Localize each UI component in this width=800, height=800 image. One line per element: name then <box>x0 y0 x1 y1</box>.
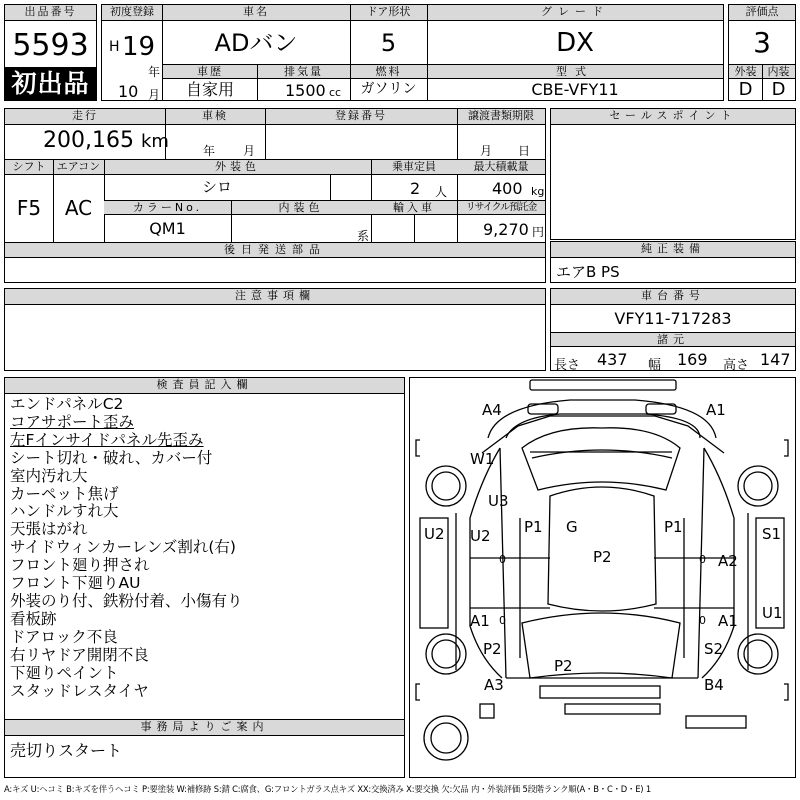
mileage-unit: km <box>141 131 169 152</box>
score-value: 3 <box>753 26 771 59</box>
registration-era: H <box>109 39 120 55</box>
mark-b4: B4 <box>704 676 724 694</box>
color-no-label: カラーNo. <box>104 201 231 215</box>
first-listing-badge: 初出品 <box>5 67 96 100</box>
office-box <box>4 719 405 778</box>
displacement-value: 1500 <box>285 81 326 100</box>
grade-value: DX <box>556 28 594 58</box>
inspector-note-line: シート切れ・破れ、カバー付 <box>10 448 213 467</box>
mark-a2: A2 <box>718 552 738 570</box>
mark-p2-bottom: P2 <box>554 657 573 675</box>
width-value: 169 <box>677 350 708 369</box>
import-label: 輸入車 <box>371 201 457 215</box>
equipment-box <box>550 241 796 283</box>
shift-label: シフト <box>5 160 53 175</box>
recycle-value: 9,270 <box>483 220 529 239</box>
car-damage-diagram <box>410 378 795 777</box>
mark-a1-right: A1 <box>718 612 738 630</box>
displacement-unit: cc <box>329 86 342 99</box>
damage-marks <box>424 401 783 694</box>
later-parts-label: 後日発送部品 <box>5 243 545 258</box>
lot-label: 出品番号 <box>5 5 96 21</box>
mark-u2-outer: U2 <box>424 525 445 543</box>
exterior-score: D <box>738 79 753 100</box>
inspector-note-line: スタッドレスタイヤ <box>10 681 149 700</box>
recycle-label: リサイクル預託金 <box>457 201 545 215</box>
inspector-note-line: エンドパネルC2 <box>10 395 124 413</box>
interior-color-label: 内装色 <box>231 201 371 215</box>
plate-label: 登録番号 <box>265 109 457 125</box>
vehicle-detail-box <box>4 108 546 283</box>
exterior-score-label: 外装 <box>729 65 762 79</box>
registration-month: 10 <box>118 82 139 101</box>
damage-diagram-box <box>409 377 796 778</box>
cautions-box <box>4 288 546 371</box>
interior-score-label: 内装 <box>762 65 795 79</box>
grade-label: グレード <box>427 5 723 21</box>
max-load-unit: kg <box>531 185 545 198</box>
spec-box <box>101 4 724 101</box>
inspection-year-unit: 年 <box>203 144 216 158</box>
aircon-value: AC <box>64 196 93 220</box>
inspector-label: 検査員記入欄 <box>5 378 404 394</box>
interior-color-unit: 系 <box>357 229 370 243</box>
door-value: 5 <box>380 29 397 57</box>
inspection-label: 車検 <box>165 109 265 125</box>
inspector-note-line: フロント下廻りAU <box>10 574 141 593</box>
inspector-note-line: 下廻りペイント <box>10 663 119 682</box>
lot-number: 5593 <box>12 28 89 63</box>
exterior-color-value: シロ <box>201 178 232 196</box>
mileage-label: 走行 <box>5 109 165 125</box>
inspector-box <box>4 377 405 720</box>
capacity-label: 乗車定員 <box>371 160 457 175</box>
transfer-day-unit: 日 <box>518 144 531 158</box>
displacement-label: 排気量 <box>257 65 350 79</box>
registration-label: 初度登録 <box>102 5 162 21</box>
shift-value: F5 <box>16 196 42 220</box>
interior-score: D <box>771 79 786 100</box>
door-label: ドア形状 <box>350 5 427 21</box>
mark-a4: A4 <box>482 401 502 419</box>
legend: A:キズ U:ヘコミ B:キズを伴うヘコミ P:要塗装 W:補修跡 S:錆 C:腐食、G:フロントガラス点キズ XX:交換済み X:要交換 欠:欠品 内・外装評価 5段階ランク順(A・B・C・D・E) 1 <box>4 784 651 794</box>
model-label: 型式 <box>427 65 723 79</box>
capacity-unit: 人 <box>435 185 448 199</box>
inspector-note-line: 室内汚れ大 <box>10 466 88 485</box>
zero-mark-1: 0 <box>499 553 506 566</box>
inspector-note-line: 外装のり付、鉄粉付着、小傷有り <box>10 591 243 610</box>
transfer-docs-label: 譲渡書類期限 <box>457 109 545 125</box>
equipment-label: 純正装備 <box>551 242 795 258</box>
history-label: 車歴 <box>163 65 257 79</box>
cautions-label: 注意事項欄 <box>5 289 545 305</box>
equipment-value: エアB PS <box>556 263 620 281</box>
mark-p1-right: P1 <box>664 518 683 536</box>
mark-p1-left: P1 <box>524 518 543 536</box>
mark-p2-left: P2 <box>483 640 502 658</box>
color-no-value: QM1 <box>149 219 186 238</box>
registration-year-unit: 年 <box>148 65 161 79</box>
inspector-note-line: 天張はがれ <box>10 520 88 539</box>
recycle-unit: 円 <box>532 225 545 239</box>
mark-a1-top: A1 <box>706 401 726 419</box>
inspector-note-line: 左Fインサイドパネル先歪み <box>10 430 204 449</box>
max-load-value: 400 <box>492 179 523 198</box>
inspector-notes-list <box>10 396 402 700</box>
height-label: 高さ <box>723 358 750 373</box>
inspector-note-line: フロント廻り押され <box>10 556 150 575</box>
sales-point-label: セールスポイント <box>551 109 795 125</box>
office-label: 事務局よりご案内 <box>5 720 404 736</box>
chassis-value: VFY11-717283 <box>614 309 732 328</box>
width-label: 幅 <box>648 358 662 373</box>
office-value: 売切りスタート <box>10 741 123 760</box>
capacity-value: 2 <box>410 179 421 198</box>
length-label: 長さ <box>554 358 581 373</box>
inspector-note-line: サイドウィンカーレンズ割れ(右) <box>10 538 236 557</box>
mark-u1: U1 <box>762 604 783 622</box>
mark-g: G <box>566 518 578 536</box>
fuel-value: ガソリン <box>360 81 417 97</box>
sales-point-box <box>550 108 796 240</box>
length-value: 437 <box>597 350 628 369</box>
dimensions-label: 諸元 <box>551 333 795 347</box>
height-value: 147 <box>760 350 791 369</box>
aircon-label: エアコン <box>53 160 104 175</box>
score-label: 評価点 <box>729 5 795 21</box>
inspector-note-line: ハンドルすれ大 <box>10 502 119 521</box>
max-load-label: 最大積載量 <box>457 160 545 175</box>
zero-mark-3: 0 <box>499 614 506 627</box>
transfer-month-unit: 月 <box>480 144 493 158</box>
exterior-color-label: 外装色 <box>104 160 371 175</box>
inspector-note-line: 看板跡 <box>10 609 57 628</box>
mileage-value: 200,165 <box>43 128 134 153</box>
mark-a1-left: A1 <box>470 612 490 630</box>
inspector-note-line: カーペット焦げ <box>10 484 119 503</box>
mark-s1: S1 <box>762 525 782 543</box>
fuel-label: 燃料 <box>350 65 427 79</box>
chassis-label: 車台番号 <box>551 289 795 305</box>
car-name-label: 車名 <box>162 5 350 21</box>
mark-a3: A3 <box>484 676 504 694</box>
inspection-month-unit: 月 <box>243 144 256 158</box>
score-box <box>728 4 796 101</box>
model-value: CBE-VFY11 <box>531 80 619 99</box>
registration-year: 19 <box>122 32 156 62</box>
registration-month-unit: 月 <box>148 88 161 102</box>
lot-box <box>4 4 97 101</box>
zero-mark-4: 0 <box>699 614 706 627</box>
car-name-value: ADバン <box>214 29 298 57</box>
mark-u2-inner: U2 <box>470 527 491 545</box>
inspector-note-line: 右リヤドア開閉不良 <box>10 645 149 664</box>
mark-u3: U3 <box>488 492 509 510</box>
mark-s2: S2 <box>704 640 724 658</box>
mark-w1: W1 <box>470 450 495 468</box>
inspector-note-line: コアサポート歪み <box>10 412 135 431</box>
mark-p2-mid: P2 <box>593 548 612 566</box>
inspector-note-line: ドアロック不良 <box>10 627 118 646</box>
zero-mark-2: 0 <box>699 553 706 566</box>
chassis-box <box>550 288 796 371</box>
history-value: 自家用 <box>185 80 234 99</box>
